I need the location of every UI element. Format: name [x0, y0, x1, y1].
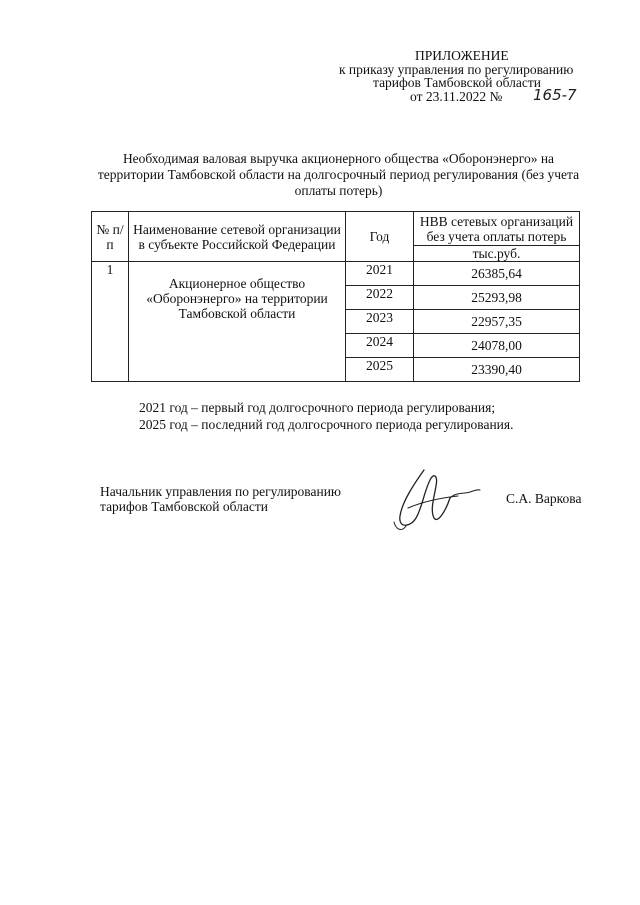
appendix-line-1: к приказу управления по регулированию: [339, 62, 574, 77]
document-title: Необходимая валовая выручка акционерного общества «Оборонэнерго» на территории Тамбовской области на долгосрочный период регулирования (без учета оплаты потерь): [97, 151, 580, 198]
appendix-line-2: тарифов Тамбовской области: [373, 75, 541, 90]
year-cell: 2023: [346, 310, 414, 334]
value-cell: 26385,64: [414, 262, 580, 286]
header-nvv: НВВ сетевых организаций без учета оплаты потерь: [414, 212, 580, 246]
signatory-position-line-2: тарифов Тамбовской области: [100, 499, 268, 514]
table-header-row: [92, 212, 580, 246]
note-last-year: 2025 год – последний год долгосрочного периода регулирования.: [139, 417, 514, 432]
year-cell: 2022: [346, 286, 414, 310]
table-row: [92, 262, 580, 286]
year-cell: 2025: [346, 358, 414, 382]
signatory-position-line-1: Начальник управления по регулированию: [100, 484, 342, 499]
value-cell: 24078,00: [414, 334, 580, 358]
header-num: № п/п: [92, 212, 129, 262]
year-cell: 2021: [346, 262, 414, 286]
org-name-cell: Акционерное общество «Оборонэнерго» на территории Тамбовской области: [129, 262, 346, 382]
header-year: Год: [346, 212, 414, 262]
handwritten-signature: [380, 462, 490, 537]
value-cell: 23390,40: [414, 358, 580, 382]
appendix-title: ПРИЛОЖЕНИЕ: [415, 48, 509, 63]
note-first-year: 2021 год – первый год долгосрочного периода регулирования;: [139, 400, 496, 415]
header-org-name: Наименование сетевой организации в субъекте Российской Федерации: [129, 212, 346, 262]
header-unit: тыс.руб.: [414, 246, 580, 262]
value-cell: 22957,35: [414, 310, 580, 334]
row-number: 1: [92, 262, 129, 382]
appendix-date: от 23.11.2022 №: [410, 89, 503, 104]
year-cell: 2024: [346, 334, 414, 358]
signatory-name: С.А. Варкова: [506, 491, 582, 506]
nvv-table: [91, 211, 580, 382]
value-cell: 25293,98: [414, 286, 580, 310]
order-number-handwritten: 165-7: [533, 86, 577, 104]
